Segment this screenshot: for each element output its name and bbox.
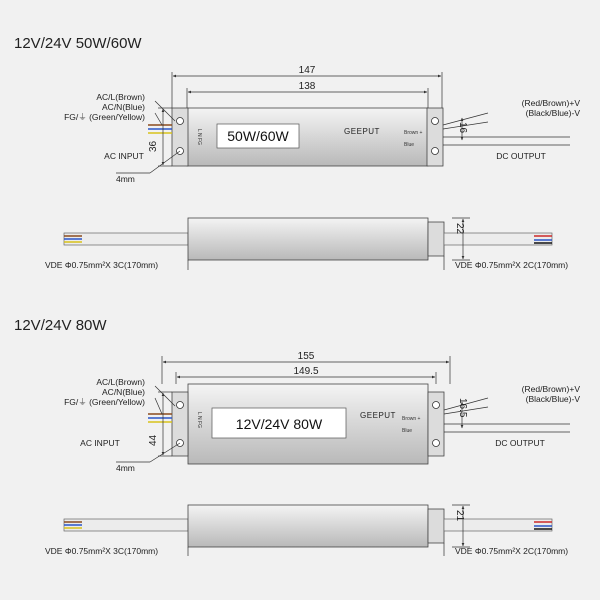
output-line-negative: (Black/Blue)-V	[525, 108, 580, 118]
dc-output-label: DC OUTPUT	[496, 151, 546, 161]
dim-height-label: 36	[148, 140, 159, 152]
ac-input-label: AC INPUT	[80, 438, 120, 448]
screw-hole-icon	[177, 402, 184, 409]
dc-output-label: DC OUTPUT	[495, 438, 545, 448]
output-brown-mark: Brown +	[404, 130, 423, 136]
input-line-ground: FG/⏚ (Green/Yellow)	[64, 112, 145, 122]
vde-output-spec: VDE Φ0.75mm²X 2C(170mm)	[455, 546, 569, 556]
input-line-brown: AC/L(Brown)	[96, 92, 145, 102]
dim-height-label: 44	[148, 434, 159, 446]
dim-side-label: 22	[454, 223, 465, 235]
input-line-blue: AC/N(Blue)	[102, 102, 145, 112]
input-line-ground: FG/⏚ (Green/Yellow)	[64, 397, 145, 407]
output-line-positive: (Red/Brown)+V	[521, 98, 580, 108]
side-end-cap	[428, 509, 444, 543]
section-title: 12V/24V 50W/60W	[14, 35, 142, 52]
brand-text: GEEPUT	[344, 127, 380, 136]
input-cable	[64, 519, 188, 531]
input-line-blue: AC/N(Blue)	[102, 387, 145, 397]
dim-body-label: 149.5	[293, 366, 319, 377]
screw-hole-icon	[432, 118, 439, 125]
output-line-positive: (Red/Brown)+V	[521, 384, 580, 394]
product-label-text: 50W/60W	[227, 128, 289, 144]
terminal-marks: L N FG	[196, 129, 202, 145]
screw-hole-icon	[433, 402, 440, 409]
dim-mounting-label: 4mm	[116, 174, 135, 184]
dim-total-label: 147	[298, 65, 316, 76]
input-line-brown: AC/L(Brown)	[96, 377, 145, 387]
screw-hole-icon	[177, 118, 184, 125]
dim-side-label: 21	[454, 510, 465, 522]
right-mounting-tab	[427, 108, 443, 166]
side-case-body	[188, 505, 428, 547]
screw-hole-icon	[432, 148, 439, 155]
output-brown-mark: Brown +	[402, 416, 421, 422]
screw-hole-icon	[433, 440, 440, 447]
input-cable	[64, 233, 188, 245]
driver-top-view	[172, 108, 443, 166]
ac-input-label: AC INPUT	[104, 151, 144, 161]
dim-mounting-label: 4mm	[116, 463, 135, 473]
brand-text: GEEPUT	[360, 411, 396, 420]
vde-input-spec: VDE Φ0.75mm²X 3C(170mm)	[45, 546, 159, 556]
section-title: 12V/24V 80W	[14, 317, 107, 334]
dim-right-label: 16	[457, 122, 468, 134]
output-blue-mark: Blue	[404, 142, 415, 148]
dim-total-label: 155	[297, 351, 315, 362]
side-case-body	[188, 218, 428, 260]
side-end-cap	[428, 222, 444, 256]
output-line-negative: (Black/Blue)-V	[525, 394, 580, 404]
left-mounting-tab	[172, 108, 188, 166]
vde-input-spec: VDE Φ0.75mm²X 3C(170mm)	[45, 260, 159, 270]
driver-top-view	[172, 384, 444, 464]
dim-body-label: 138	[298, 81, 316, 92]
dim-right-label: 16.5	[457, 398, 468, 418]
vde-output-spec: VDE Φ0.75mm²X 2C(170mm)	[455, 260, 569, 270]
product-label-text: 12V/24V 80W	[235, 416, 323, 432]
terminal-marks: L N FG	[196, 412, 202, 428]
output-blue-mark: Blue	[402, 428, 413, 434]
